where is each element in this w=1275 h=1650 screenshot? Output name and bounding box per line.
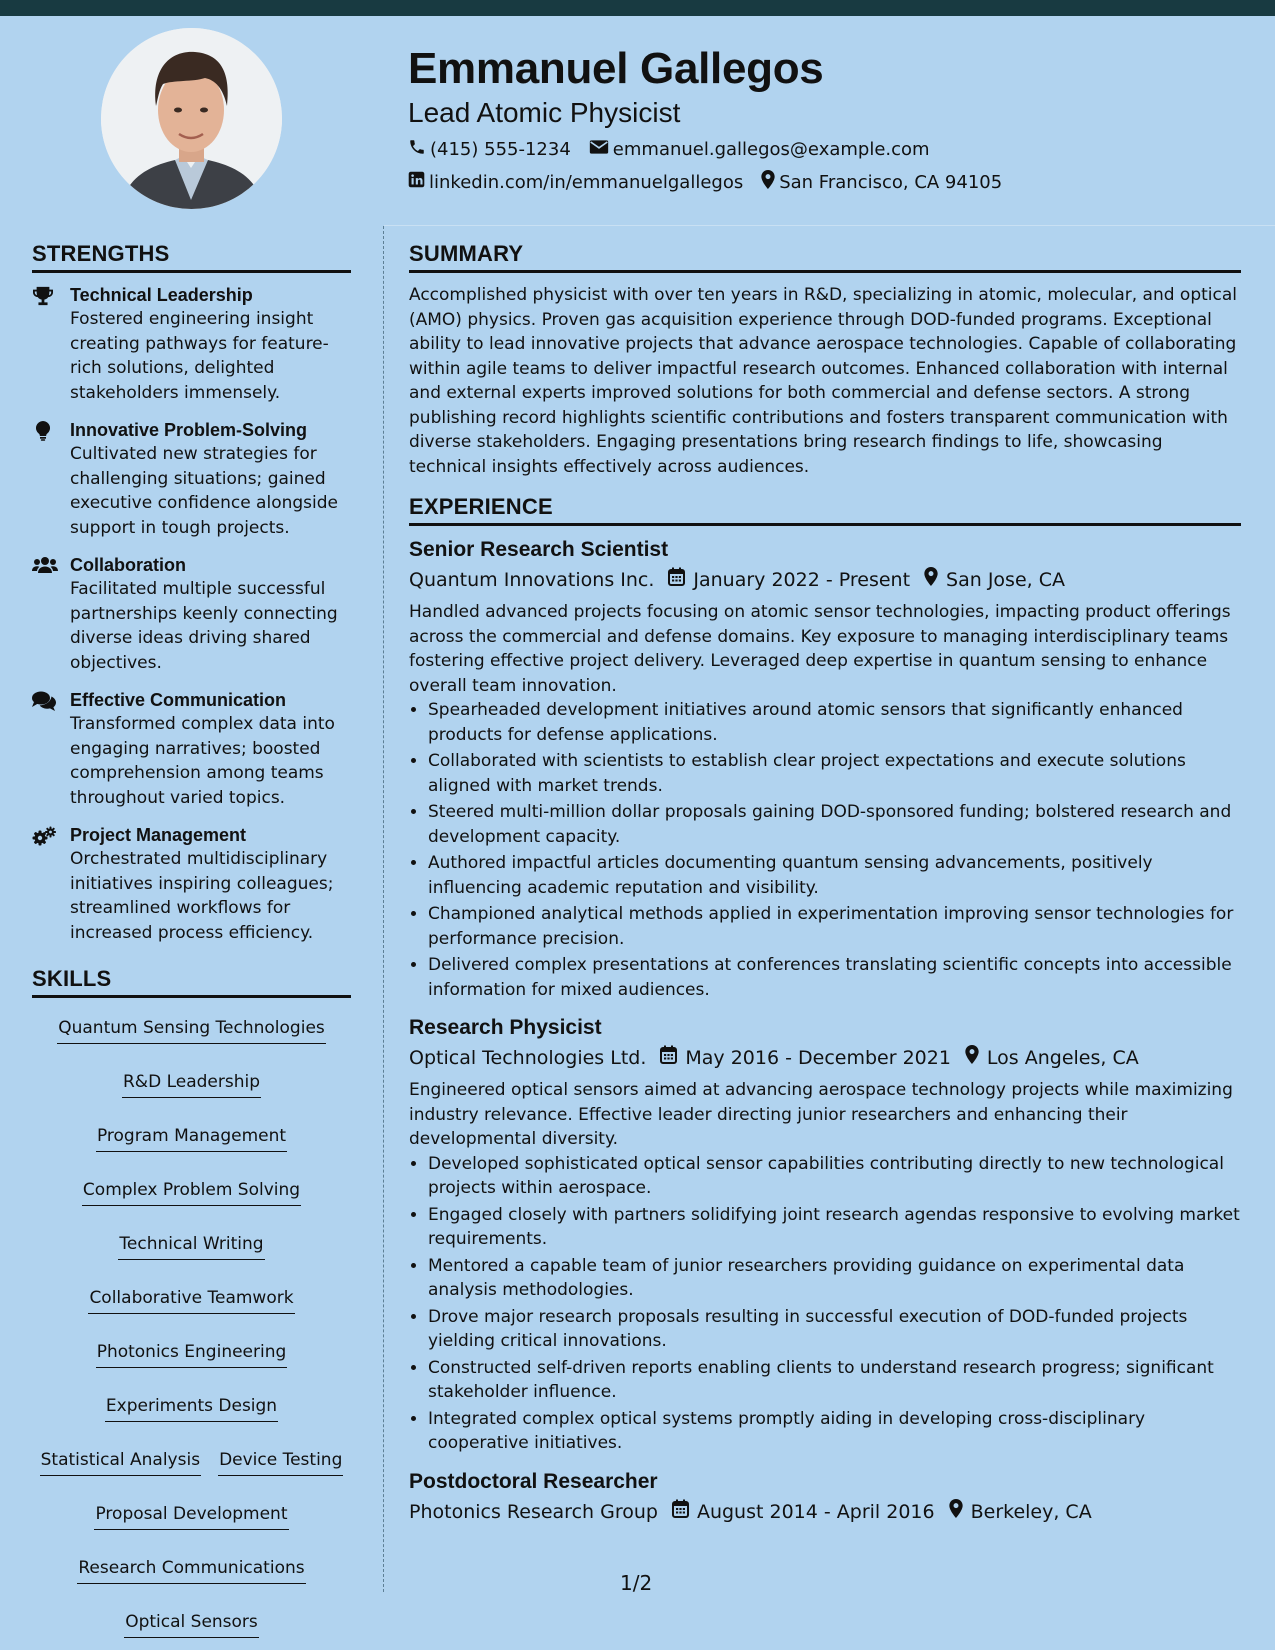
lightbulb-icon — [32, 418, 70, 540]
job-bullets — [409, 698, 1241, 1002]
comments-icon — [32, 688, 70, 810]
calendar-icon — [658, 1499, 697, 1525]
skill-tag: Proposal Development — [94, 1502, 288, 1530]
job-bullet: • Steered multi-million dollar proposals gaining DOD-sponsored funding; bolstered research and development capacity. — [428, 800, 1241, 849]
job-dates: January 2022 - Present — [693, 569, 911, 591]
candidate-title: Lead Atomic Physicist — [408, 97, 681, 128]
job-bullet: • Mentored a capable team of junior researchers providing guidance on experimental data analysis methodologies. — [428, 1254, 1241, 1303]
job-bullet: • Integrated complex optical systems promptly aiding in developing cross-disciplinary cooperative initiatives. — [428, 1407, 1241, 1456]
skill-tag: Program Management — [96, 1124, 287, 1152]
calendar-icon — [646, 1045, 685, 1071]
strength-text: Orchestrated multidisciplinary initiatives inspiring colleagues; streamlined workflows for increased process efficiency. — [70, 849, 334, 943]
job-title: Postdoctoral Researcher — [409, 1469, 658, 1493]
skill-tag: Research Communications — [77, 1556, 305, 1584]
company-name: Optical Technologies Ltd. — [409, 1047, 647, 1069]
job-title: Research Physicist — [409, 1016, 602, 1039]
strength-title: Collaboration — [70, 555, 186, 575]
linkedin-contact — [408, 171, 743, 194]
column-divider — [383, 226, 384, 1592]
skill-tag: Collaborative Teamwork — [88, 1286, 294, 1314]
strength-item — [32, 283, 351, 405]
email-link[interactable]: emmanuel.gallegos@example.com — [612, 139, 930, 160]
job-meta — [409, 567, 1241, 593]
phone-contact — [408, 138, 571, 162]
contact-row-1 — [408, 138, 1228, 162]
skill-tag: Device Testing — [218, 1448, 343, 1476]
email-contact — [589, 139, 930, 161]
strength-body — [70, 553, 351, 675]
experience-heading: EXPERIENCE — [409, 493, 1241, 526]
location-contact — [761, 170, 1002, 195]
job-location: Berkeley, CA — [970, 1500, 1092, 1523]
job-bullet: • Constructed self-driven reports enabling clients to understand research progress; significant stakeholder influence. — [428, 1356, 1241, 1405]
skill-tag: Technical Writing — [118, 1232, 264, 1260]
company-name: Quantum Innovations Inc. — [409, 569, 655, 591]
skill-tag: R&D Leadership — [122, 1070, 261, 1098]
job-meta — [409, 1499, 1241, 1525]
job-bullet: • Delivered complex presentations at conferences translating scientific concepts into accessible information for mixed audiences. — [428, 953, 1241, 1002]
job-bullet: • Drove major research proposals resulting in successful execution of DOD-funded projects yielding critical innovations. — [428, 1305, 1241, 1354]
top-bar — [0, 0, 1275, 16]
job-bullets — [409, 1152, 1241, 1456]
strength-text: Fostered engineering insight creating pathways for feature-rich solutions, delighted stakeholders immensely. — [70, 309, 329, 403]
job-dates: May 2016 - December 2021 — [685, 1047, 951, 1069]
linkedin-link[interactable]: linkedin.com/in/emmanuelgallegos — [429, 171, 744, 193]
strength-text: Facilitated multiple successful partnerships keenly connecting diverse ideas driving shared objectives. — [70, 579, 338, 673]
job-dates: August 2014 - April 2016 — [696, 1500, 935, 1523]
job-bullet: • Collaborated with scientists to establish clear project expectations and execute solutions aligned with market trends. — [428, 749, 1241, 798]
contact-row-2 — [408, 170, 1228, 195]
skill-tag: Experiments Design — [105, 1394, 278, 1422]
summary-heading: SUMMARY — [409, 240, 1241, 273]
summary-text: Accomplished physicist with over ten years in R&D, specializing in atomic, molecular, and optical (AMO) physics. Proven gas acquisition experience through DOD-funded programs. Exceptional ability to lead innovative projects that advance aerospace technologies. Capable of collaborating within agile teams to deliver impactful research outcomes. Enhanced collaboration with internal and external experts improved solutions for both commercial and defense sectors. A strong publishing record highlights scientific contributions and fosters transparent communication with diverse stakeholders. Engaging presentations bring research findings to life, showcasing technical insights effectively across audiences. — [409, 285, 1237, 477]
strength-title: Project Management — [70, 825, 247, 845]
strength-item — [32, 688, 351, 810]
strength-text: Cultivated new strategies for challenging situations; gained executive confidence alongside support in tough projects. — [70, 444, 338, 538]
strengths-heading: STRENGTHS — [32, 240, 351, 273]
trophy-icon — [32, 283, 70, 405]
skills-heading: SKILLS — [32, 965, 351, 998]
profile-photo — [101, 28, 282, 209]
skill-tag: Complex Problem Solving — [82, 1178, 301, 1206]
experience-entry — [409, 1468, 1241, 1525]
strength-body — [70, 418, 351, 540]
job-location: San Jose, CA — [946, 569, 1065, 591]
job-bullet: • Engaged closely with partners solidifying joint research agendas responsive to evolving market requirements. — [428, 1203, 1241, 1252]
company-name: Photonics Research Group — [409, 1500, 658, 1523]
skill-tag: Quantum Sensing Technologies — [57, 1016, 326, 1044]
left-column — [32, 240, 351, 1638]
strength-title: Innovative Problem-Solving — [70, 420, 308, 440]
skill-tag: Photonics Engineering — [96, 1340, 288, 1368]
job-meta — [409, 1045, 1241, 1071]
job-title: Senior Research Scientist — [409, 538, 669, 561]
strength-item — [32, 553, 351, 675]
candidate-name: Emmanuel Gallegos — [408, 44, 824, 93]
strength-body — [70, 823, 351, 945]
users-icon — [32, 553, 70, 675]
map-pin-icon — [935, 1499, 971, 1525]
job-bullet: • Spearheaded development initiatives around atomic sensors that significantly enhanced products for defense applications. — [428, 698, 1241, 747]
phone-text[interactable]: (415) 555-1234 — [430, 139, 571, 160]
location-text: San Francisco, CA 94105 — [779, 171, 1003, 193]
map-pin-icon — [951, 1045, 987, 1071]
strength-body — [70, 688, 351, 810]
page-number: 1/2 — [620, 1571, 653, 1595]
job-description: Handled advanced projects focusing on atomic sensor technologies, impacting product offerings across the commercial and defense domains. Key exposure to managing interdisciplinary teams fostering effective project delivery. Leveraged deep expertise in quantum sensing to enhance overall team innovation. — [409, 602, 1231, 696]
header-divider — [384, 225, 1275, 226]
envelope-icon — [589, 139, 613, 161]
map-pin-icon — [910, 567, 946, 593]
strength-text: Transformed complex data into engaging narratives; boosted comprehension among teams throughout varied topics. — [70, 714, 335, 808]
map-pin-icon — [761, 170, 779, 195]
strength-item — [32, 418, 351, 540]
skills-list — [32, 1016, 351, 1638]
strength-item — [32, 823, 351, 945]
strength-title: Technical Leadership — [70, 285, 253, 305]
strength-title: Effective Communication — [70, 690, 287, 710]
skill-tag: Optical Sensors — [124, 1610, 259, 1638]
job-bullet: • Authored impactful articles documenting quantum sensing advancements, positively influencing academic reputation and visibility. — [428, 851, 1241, 900]
experience-entry — [409, 536, 1241, 1002]
linkedin-icon — [408, 171, 429, 194]
job-bullet: • Developed sophisticated optical sensor capabilities contributing directly to new technological projects within aerospace. — [428, 1152, 1241, 1201]
job-description: Engineered optical sensors aimed at advancing aerospace technology projects while maximizing industry relevance. Effective leader directing junior researchers and enhancing their developmental diversity. — [409, 1080, 1233, 1149]
job-bullet: • Championed analytical methods applied in experimentation improving sensor technologies for performance precision. — [428, 902, 1241, 951]
resume-header — [408, 40, 1228, 195]
calendar-icon — [654, 567, 693, 593]
job-location: Los Angeles, CA — [986, 1047, 1139, 1069]
skill-tag: Statistical Analysis — [40, 1448, 201, 1476]
strength-body — [70, 283, 351, 405]
gears-icon — [32, 823, 70, 945]
experience-entry — [409, 1014, 1241, 1456]
right-column — [409, 240, 1241, 1537]
phone-icon — [408, 138, 430, 162]
